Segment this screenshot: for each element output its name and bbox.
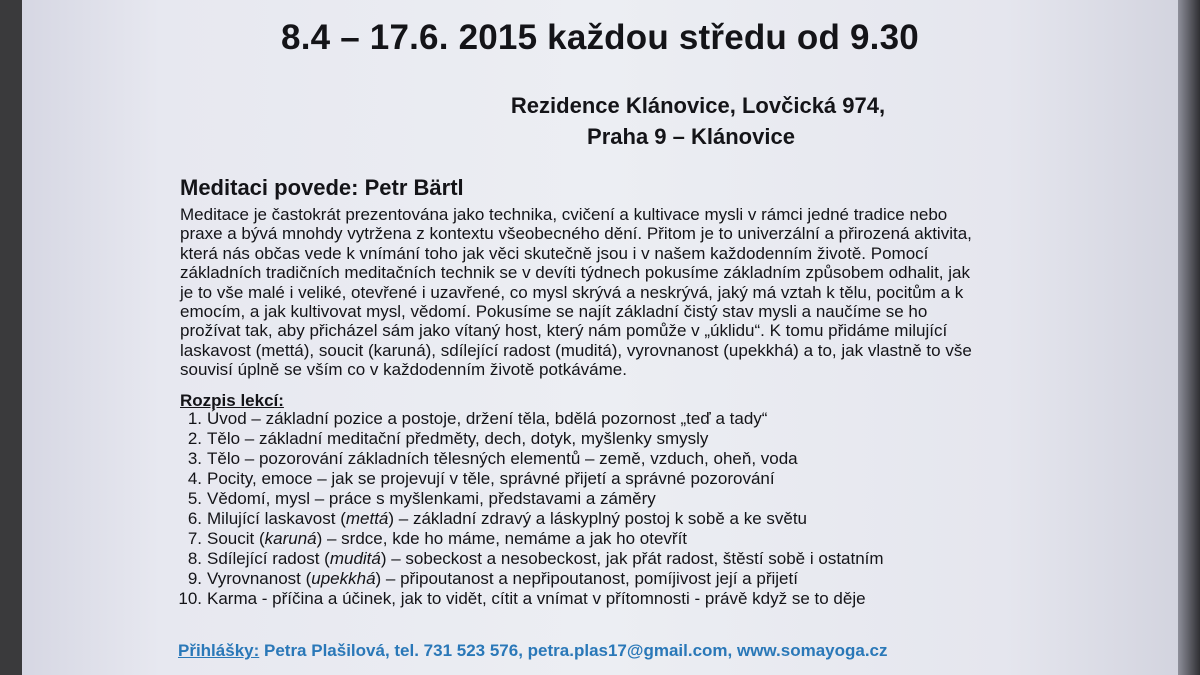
page-edge-shadow [1178,0,1200,675]
lesson-item: 7. Soucit (karuná) – srdce, kde ho máme, nemáme a jak ho otevřít [187,529,688,548]
lesson-item: 8. Sdílející radost (muditá) – sobeckost a nesobeckost, jak přát radost, štěstí sobě i ostatním [187,549,884,568]
lesson-item: 3. Tělo – pozorování základních tělesných elementů – země, vzduch, oheň, voda [187,449,798,468]
lesson-item: 9. Vyrovnanost (upekkhá) – připoutanost a nepřipoutanost, pomíjivost její a přijetí [187,569,798,588]
description-paragraph [180,205,1010,380]
registration-contact [178,641,888,661]
description-line: emocím, a jak kultivovat mysl, vědomí. Pokusíme se najít základní čistý stav mysli a naučíme se ho [180,302,928,322]
venue-line-1: Rezidence Klánovice, Lovčická 974, [510,93,886,118]
description-line: je to vše malé i veliké, otevřené i uzavřené, co mysl skrývá a neskrývá, jaký má vztah k tělu, pocitům a k [180,282,964,302]
description-line: souvisí úplně se vším co v každodenním životě potkáváme. [180,360,627,380]
registration-label: Přihlášky: [178,641,260,660]
lesson-item: 4. Pocity, emoce – jak se projevují v těle, správné přijetí a správné pozorování [187,469,775,488]
date-heading: 8.4 – 17.6. 2015 každou středu od 9.30 [281,18,919,57]
description-line: laskavost (mettá), soucit (karuná), sdílející radost (muditá), vyrovnanost (upekkhá) a to, jak vlastně to vše [180,340,972,360]
description-line: Meditace je častokrát prezentována jako technika, cvičení a kultivace mysli v rámci jedné tradice nebo [180,205,948,224]
venue-line-2: Praha 9 – Klánovice [587,124,795,149]
lesson-item: 10. Karma - příčina a účinek, jak to vidět, cítit a vnímat v přítomnosti - právě když se to děje [178,589,866,608]
schedule-title: Rozpis lekcí: [180,391,284,410]
leader-heading: Meditaci povede: Petr Bärtl [180,175,464,200]
description-line: praxe a bývá mnohdy vytržena z kontextu všeobecného dění. Přitom je to univerzální a přirozená aktivita, [180,224,972,244]
lesson-item: 6. Milující laskavost (mettá) – základní zdravý a láskyplný postoj k sobě a ke světu [187,509,808,528]
lesson-list [178,409,884,609]
lesson-item: 2. Tělo – základní meditační předměty, dech, dotyk, myšlenky smysly [187,429,709,448]
description-line: základních tradičních meditačních technik se v devíti týdnech pokusíme základním způsobem odhalit, jak [180,263,970,283]
description-line: která nás občas vede k vnímání toho jak věci skutečně jsou i v našem každodenním životě. Pomocí [180,243,929,263]
flyer-page [22,0,1178,675]
description-line: prožívat tak, aby přicházel sám jako vítaný host, který nám pomůže v „úklidu“. K tomu přidáme milující [180,321,948,341]
registration-details: Petra Plašilová, tel. 731 523 576, petra.plas17@gmail.com, www.somayoga.cz [259,641,888,660]
lesson-item: 5. Vědomí, mysl – práce s myšlenkami, představami a záměry [187,489,656,508]
lesson-item: 1. Úvod – základní pozice a postoje, držení těla, bdělá pozornost „teď a tady“ [187,409,768,428]
